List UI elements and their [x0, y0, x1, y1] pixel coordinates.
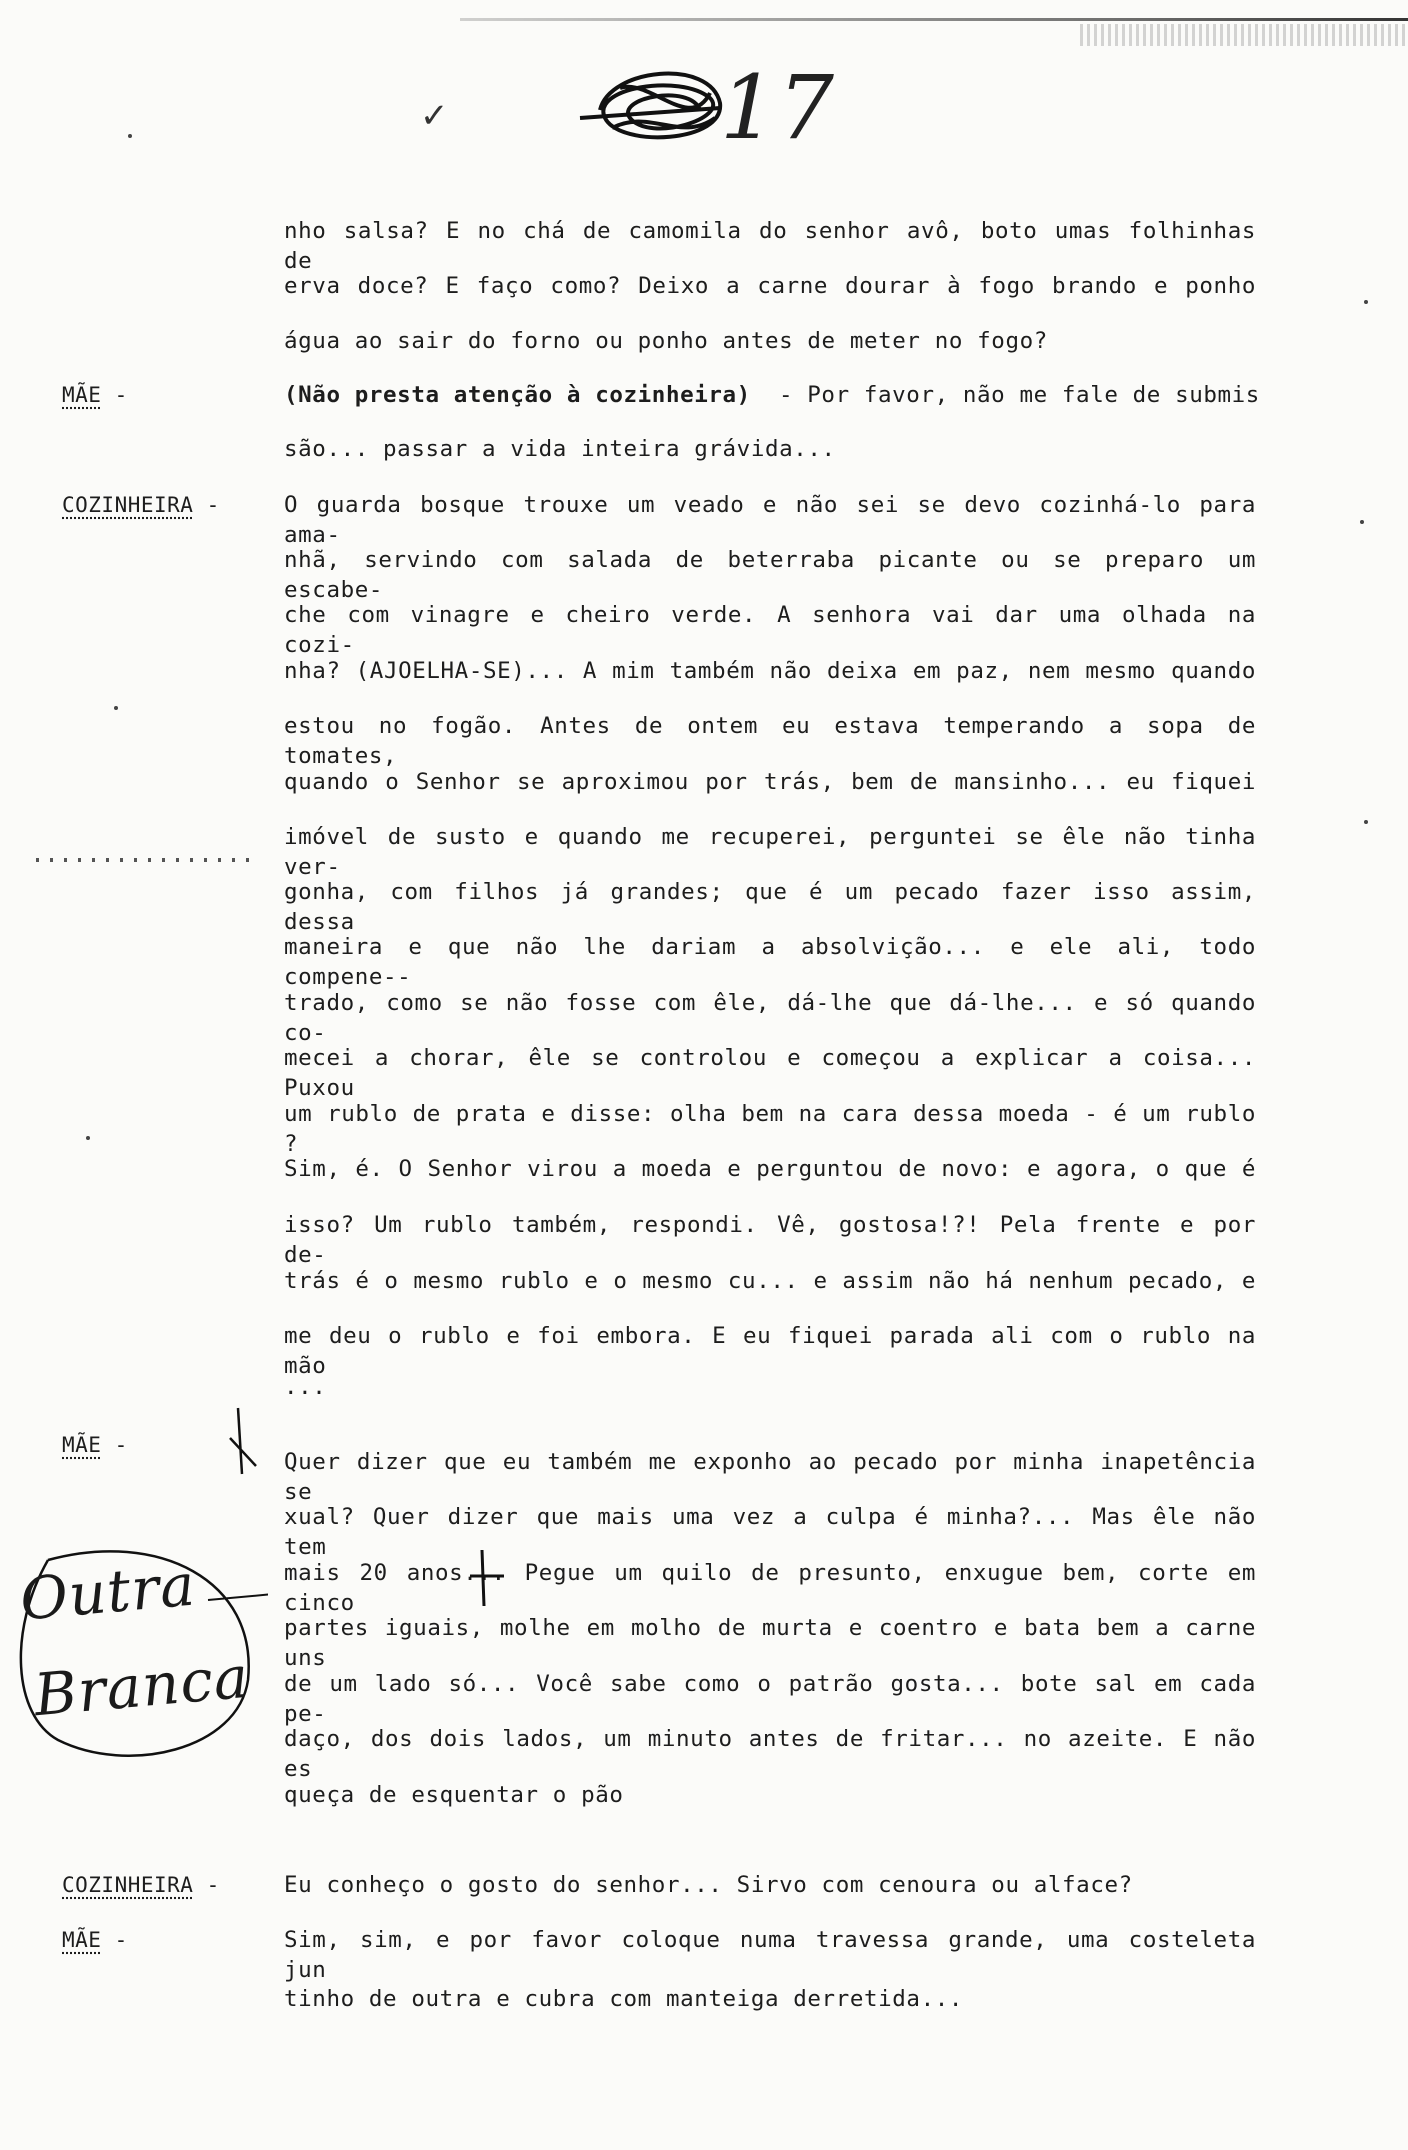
insertion-mark [468, 1548, 508, 1608]
text-line-32: tinho de outra e cubra com manteiga derretida... [284, 1986, 964, 2012]
handwritten-annotation [8, 1540, 268, 1770]
text-line-6: O guarda bosque trouxe um veado e não sei se devo cozinhá-lo para ama- [284, 492, 1256, 548]
text-line-1: nho salsa? E no chá de camomila do senhor avô, boto umas folhinhas de [284, 218, 1256, 274]
speck [114, 706, 118, 710]
text-line-17: um rublo de prata e disse: olha bem na cara dessa moeda - é um rublo ? [284, 1101, 1256, 1157]
text-line-24: xual? Quer dizer que mais uma vez a culpa é minha?... Mas êle não tem [284, 1504, 1256, 1560]
check-mark: ✓ [420, 96, 449, 136]
text-line-25: mais 20 anos... Pegue um quilo de presunto, enxugue bem, corte em cinco [284, 1560, 1256, 1616]
text-line-21: me deu o rublo e foi embora. E eu fiquei parada ali com o rublo na mão [284, 1323, 1256, 1379]
text-line-20: trás é o mesmo rublo e o mesmo cu... e assim não há nenhum pecado, e [284, 1268, 1256, 1294]
text-line-9: nha? (AJOELHA-SE)... A mim também não deixa em paz, nem mesmo quando [284, 658, 1256, 684]
scan-edge-noise [1080, 24, 1408, 46]
text-line-29: queça de esquentar o pão [284, 1782, 624, 1808]
speck [128, 134, 132, 138]
annotation-line-1: Outra [17, 1550, 199, 1634]
text-line-2: erva doce? E faço como? Deixo a carne dourar à fogo brando e ponho [284, 273, 1256, 299]
text-line-16: mecei a chorar, êle se controlou e começou a explicar a coisa... Puxou [284, 1045, 1256, 1101]
dialogue-fragment: - Por favor, não me fale de submis [778, 382, 1260, 408]
text-line-15: trado, como se não fosse com êle, dá-lhe que dá-lhe... e só quando co- [284, 990, 1256, 1046]
text-line-7: nhã, servindo com salada de beterraba picante ou se preparo um escabe- [284, 547, 1256, 603]
text-line-10: estou no fogão. Antes de ontem eu estava temperando a sopa de tomates, [284, 713, 1256, 769]
text-line-31: Sim, sim, e por favor coloque numa travessa grande, uma costeleta jun [284, 1927, 1256, 1983]
speck [1364, 300, 1368, 304]
speck [1364, 820, 1368, 824]
speaker-mae-1: MÃE - [62, 383, 128, 407]
text-line-3: água ao sair do forno ou ponho antes de meter no fogo? [284, 328, 1048, 354]
text-line-30: Eu conheço o gosto do senhor... Sirvo com cenoura ou alface? [284, 1872, 1133, 1898]
speaker-cozinheira-1: COZINHEIRA - [62, 493, 220, 517]
scan-edge-shadow [460, 18, 1408, 21]
text-line-4 [284, 380, 1260, 410]
text-line-22: ... [284, 1374, 327, 1400]
text-line-23: Quer dizer que eu também me exponho ao pecado por minha inapetência se [284, 1449, 1256, 1505]
speck [1360, 520, 1364, 524]
margin-mark [226, 1404, 266, 1484]
text-line-11: quando o Senhor se aproximou por trás, bem de mansinho... eu fiquei [284, 769, 1256, 795]
stage-direction: (Não presta atenção à cozinheira) [284, 382, 751, 408]
text-line-12: imóvel de susto e quando me recuperei, perguntei se êle não tinha ver- [284, 824, 1256, 880]
text-line-27: de um lado só... Você sabe como o patrão gosta... bote sal em cada pe- [284, 1671, 1256, 1727]
text-line-8: che com vinagre e cheiro verde. A senhora vai dar uma olhada na cozi- [284, 602, 1256, 658]
text-line-5: são... passar a vida inteira grávida... [284, 436, 836, 462]
annotation-line-2: Branca [31, 1642, 252, 1730]
dotted-rule [36, 858, 256, 862]
page-number: 17 [720, 56, 836, 159]
speaker-cozinheira-2: COZINHEIRA - [62, 1873, 220, 1897]
speaker-mae-2: MÃE - [62, 1433, 128, 1457]
text-line-18: Sim, é. O Senhor virou a moeda e perguntou de novo: e agora, o que é [284, 1156, 1256, 1182]
speaker-mae-3: MÃE - [62, 1928, 128, 1952]
text-line-13: gonha, com filhos já grandes; que é um pecado fazer isso assim, dessa [284, 879, 1256, 935]
text-line-19: isso? Um rublo também, respondi. Vê, gostosa!?! Pela frente e por de- [284, 1212, 1256, 1268]
text-line-28: daço, dos dois lados, um minuto antes de fritar... no azeite. E não es [284, 1726, 1256, 1782]
text-line-26: partes iguais, molhe em molho de murta e coentro e bata bem a carne uns [284, 1615, 1256, 1671]
speck [86, 1136, 90, 1140]
page-number-stamp [560, 48, 860, 158]
text-line-14: maneira e que não lhe dariam a absolvição... e ele ali, todo compene-- [284, 934, 1256, 990]
